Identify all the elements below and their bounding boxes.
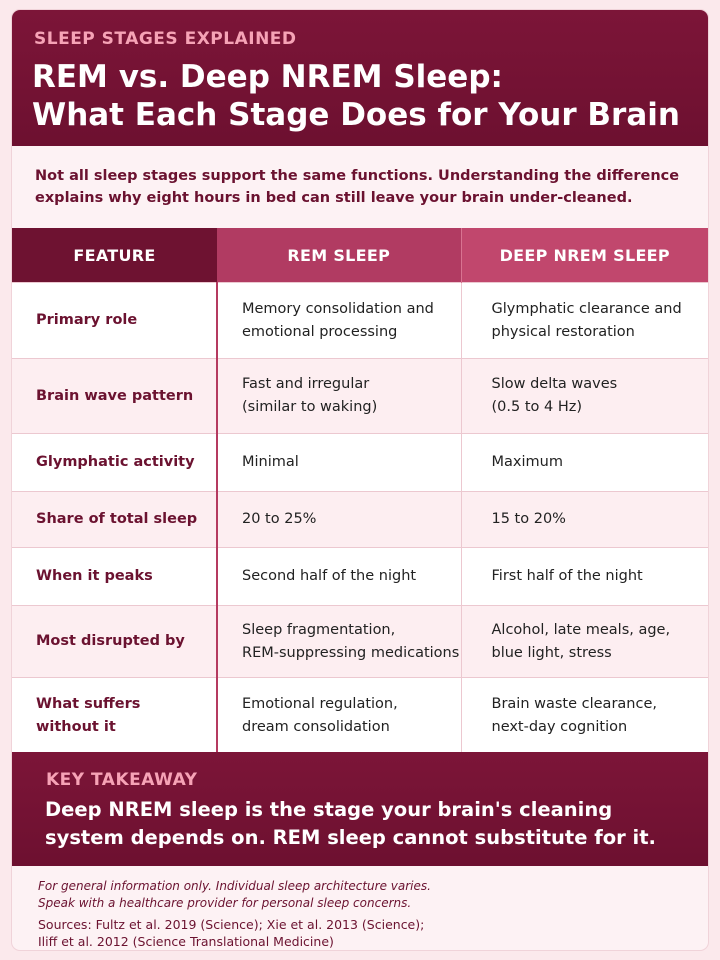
cell-line: REM-suppressing medications — [242, 644, 460, 661]
rem-cell — [217, 283, 461, 359]
header-kicker: SLEEP STAGES EXPLAINED — [34, 29, 297, 49]
takeaway-label: KEY TAKEAWAY — [46, 770, 198, 790]
page-title — [32, 58, 692, 134]
deep-cell — [461, 359, 708, 434]
intro-text — [35, 165, 685, 209]
cell-line: Sleep fragmentation, — [242, 621, 396, 638]
cell-line: Fast and irregular — [242, 376, 370, 392]
table-row — [12, 359, 708, 434]
table-row — [12, 548, 708, 606]
sources — [38, 916, 678, 950]
row-feature: Brain wave pattern — [12, 359, 217, 434]
intro-line: Not all sleep stages support the same functions. Understanding the difference — [35, 168, 680, 184]
deep-cell — [461, 606, 708, 678]
cell-line: blue light, stress — [491, 644, 612, 661]
cell-line: 20 to 25% — [242, 511, 317, 527]
table-row — [12, 283, 708, 359]
cell-line: First half of the night — [491, 568, 643, 584]
rem-cell — [217, 548, 461, 606]
takeaway-line: Deep NREM sleep is the stage your brain's cleaning — [45, 798, 613, 821]
cell-line: physical restoration — [491, 323, 635, 340]
rem-cell — [217, 434, 461, 492]
cell-line: Memory consolidation and — [242, 300, 434, 317]
table-row — [12, 678, 708, 754]
row-feature: Glymphatic activity — [12, 434, 217, 492]
column-header-feature: FEATURE — [12, 228, 217, 283]
deep-cell — [461, 678, 708, 754]
title-line: What Each Stage Does for Your Brain — [32, 97, 680, 133]
cell-line: emotional processing — [242, 323, 398, 340]
column-header-rem: REM SLEEP — [217, 228, 461, 283]
deep-cell — [461, 548, 708, 606]
intro-line: explains why eight hours in bed can still leave your brain under-cleaned. — [35, 190, 633, 206]
row-feature: Share of total sleep — [12, 492, 217, 548]
cell-line: next-day cognition — [491, 718, 628, 735]
cell-line: Slow delta waves — [491, 376, 618, 392]
sources-line: Sources: Fultz et al. 2019 (Science); Xie et al. 2013 (Science); — [38, 917, 425, 932]
table-row — [12, 492, 708, 548]
cell-line: Alcohol, late meals, age, — [491, 621, 671, 638]
cell-line: (0.5 to 4 Hz) — [491, 399, 582, 415]
table-header-row — [12, 228, 708, 283]
deep-cell — [461, 434, 708, 492]
rem-cell — [217, 359, 461, 434]
row-feature: Most disrupted by — [12, 606, 217, 678]
cell-line: Emotional regulation, — [242, 695, 398, 712]
sources-line: Iliff et al. 2012 (Science Translational Medicine) — [38, 934, 334, 949]
takeaway-text — [45, 796, 685, 852]
rem-cell — [217, 606, 461, 678]
disclaimer-line: Speak with a healthcare provider for personal sleep concerns. — [38, 896, 412, 910]
disclaimer-line: For general information only. Individual sleep architecture varies. — [38, 879, 431, 893]
rem-cell — [217, 678, 461, 754]
key-takeaway-banner — [12, 752, 708, 866]
table-row — [12, 434, 708, 492]
header-banner — [12, 10, 708, 146]
table-row — [12, 606, 708, 678]
deep-cell — [461, 492, 708, 548]
column-header-deep-nrem: DEEP NREM SLEEP — [461, 228, 708, 283]
cell-line: Maximum — [491, 454, 563, 470]
cell-line: Minimal — [242, 454, 299, 470]
disclaimer — [38, 878, 678, 912]
takeaway-line: system depends on. REM sleep cannot substitute for it. — [45, 826, 656, 849]
row-feature: Primary role — [12, 283, 217, 359]
infographic-card — [12, 10, 708, 950]
cell-line: 15 to 20% — [491, 511, 566, 527]
cell-line: dream consolidation — [242, 718, 390, 735]
row-feature: What suffers without it — [12, 678, 217, 754]
row-feature: When it peaks — [12, 548, 217, 606]
cell-line: (similar to waking) — [242, 399, 378, 415]
rem-cell — [217, 492, 461, 548]
cell-line: Glymphatic clearance and — [491, 300, 682, 317]
deep-cell — [461, 283, 708, 359]
cell-line: Second half of the night — [242, 568, 417, 584]
comparison-table — [12, 228, 708, 754]
title-line: REM vs. Deep NREM Sleep: — [32, 59, 503, 95]
cell-line: Brain waste clearance, — [491, 695, 657, 712]
